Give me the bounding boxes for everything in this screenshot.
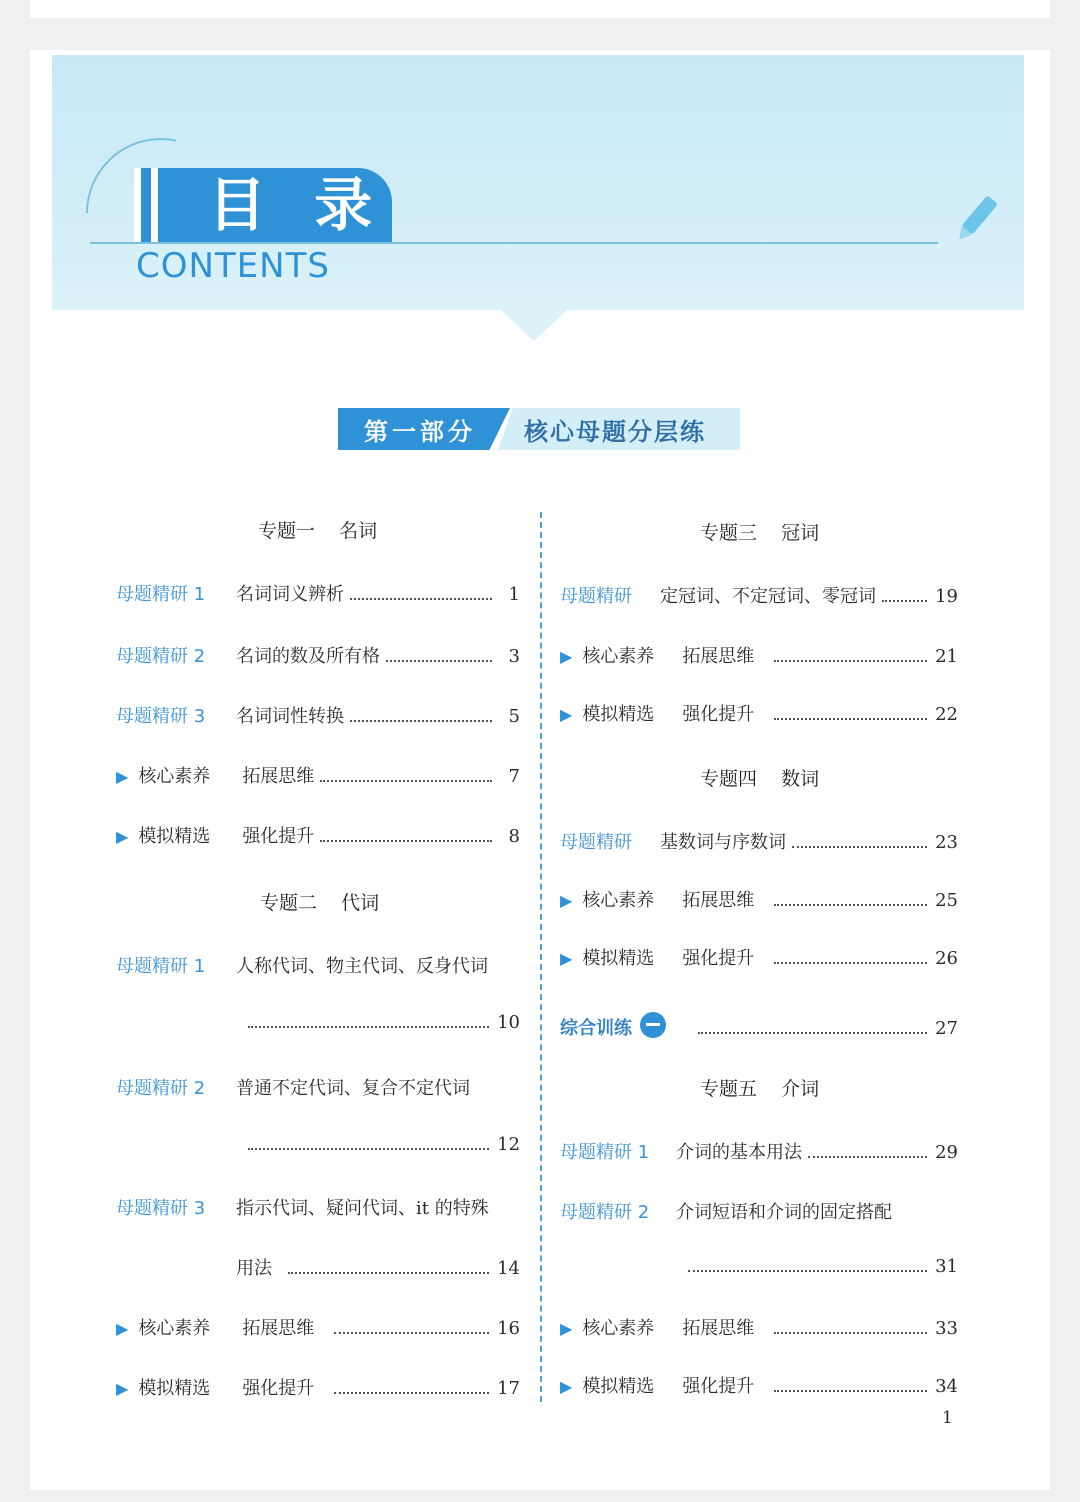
entry-page: 19 [935,586,958,607]
entry-label: 拓展思维 [682,1318,755,1339]
triangle-bullet-icon: ▶ [116,1379,129,1398]
entry-label: 基数词与序数词 [660,832,786,853]
entry-label: 用法 [236,1258,272,1279]
pencil-icon [950,192,1002,250]
leader-dots [386,660,492,662]
previous-page-edge [30,0,1050,18]
toc-entry[interactable] [560,944,958,970]
entry-page: 26 [935,948,958,969]
entry-label: 名词词性转换 [236,706,344,727]
entry-page: 27 [935,1018,958,1039]
entry-label: 普通不定代词、复合不定代词 [236,1078,470,1099]
topic-heading: 专题一 名词 [258,520,378,542]
entry-tag: 母题精研 2 [116,646,206,667]
entry-label: 拓展思维 [242,1318,315,1339]
toc-entry-continuation[interactable] [240,1134,520,1155]
entry-label: 强化提升 [242,1378,315,1399]
triangle-bullet-icon: ▶ [560,949,573,968]
toc-entry-continuation[interactable] [240,1012,520,1033]
entry-tag: 母题精研 2 [116,1078,206,1099]
leader-dots [248,1026,489,1028]
entry-label: 介词短语和介词的固定搭配 [676,1202,892,1223]
toc-entry[interactable] [560,828,958,854]
toc-entry[interactable] [560,700,958,726]
leader-dots [774,1332,927,1334]
entry-label: 介词的基本用法 [676,1142,802,1163]
entry-tag: 核心素养 [582,1318,655,1339]
leader-dots [688,1270,927,1272]
leader-dots [774,1390,927,1392]
entry-tag: 核心素养 [582,646,655,667]
entry-label: 名词词义辨析 [236,584,344,605]
triangle-bullet-icon: ▶ [116,767,129,786]
topic-heading: 专题三 冠词 [700,522,820,544]
entry-page: 1 [508,584,520,605]
toc-entry[interactable] [560,582,958,608]
toc-entry[interactable] [560,642,958,668]
entry-tag: 核心素养 [138,1318,211,1339]
leader-dots [774,660,927,662]
entry-label: 拓展思维 [682,890,755,911]
entry-tag: 模拟精选 [138,826,211,847]
leader-dots [334,1332,489,1334]
entry-label: 强化提升 [682,948,755,969]
leader-dots [774,904,927,906]
toc-entry[interactable] [560,1314,958,1340]
entry-tag: 母题精研 1 [560,1142,650,1163]
entry-label: 强化提升 [682,1376,755,1397]
toc-entry[interactable] [116,702,520,728]
entry-page: 23 [935,832,958,853]
toc-entry[interactable] [560,1138,958,1164]
triangle-bullet-icon: ▶ [560,1377,573,1396]
entry-page: 12 [497,1134,520,1155]
circled-one-icon [640,1012,666,1038]
triangle-bullet-icon: ▶ [560,1319,573,1338]
entry-page: 3 [508,646,520,667]
entry-page: 16 [497,1318,520,1339]
toc-entry[interactable] [116,952,520,978]
toc-entry[interactable] [116,1314,520,1340]
triangle-bullet-icon: ▶ [560,647,573,666]
leader-dots [350,598,492,600]
leader-dots [792,846,927,848]
toc-entry[interactable] [116,580,520,606]
header-rule [90,242,938,244]
page-subtitle: CONTENTS [136,246,330,286]
entry-tag: 核心素养 [582,890,655,911]
entry-label: 强化提升 [242,826,315,847]
topic-heading: 专题二 代词 [260,892,380,914]
toc-entry[interactable] [116,642,520,668]
entry-tag: 核心素养 [138,766,211,787]
entry-page: 22 [935,704,958,725]
entry-tag: 母题精研 [560,586,632,607]
leader-dots [808,1156,927,1158]
entry-page: 31 [935,1256,958,1277]
entry-label: 拓展思维 [242,766,315,787]
leader-dots [320,780,492,782]
topic-heading: 专题五 介词 [700,1078,820,1100]
entry-page: 5 [508,706,520,727]
entry-tag: 母题精研 3 [116,1198,206,1219]
leader-dots [882,600,927,602]
entry-page: 29 [935,1142,958,1163]
title-bar-accent [134,168,158,242]
leader-dots [350,720,492,722]
leader-dots [774,962,927,964]
entry-page: 14 [497,1258,520,1279]
entry-label: 人称代词、物主代词、反身代词 [236,956,488,977]
triangle-bullet-icon: ▶ [116,827,129,846]
entry-page: 8 [508,826,520,847]
page-title: 目 录 [208,171,387,239]
toc-entry-training[interactable] [560,1008,958,1040]
leader-dots [774,718,927,720]
part-title: 核心母题分层练 [524,417,706,446]
toc-entry[interactable] [560,886,958,912]
toc-page [30,50,1050,1490]
entry-tag: 模拟精选 [138,1378,211,1399]
entry-page: 33 [935,1318,958,1339]
toc-entry[interactable] [560,1372,958,1398]
toc-entry-continuation[interactable] [236,1254,520,1280]
triangle-bullet-icon: ▶ [560,891,573,910]
entry-tag: 母题精研 3 [116,706,206,727]
entry-page: 25 [935,890,958,911]
triangle-bullet-icon: ▶ [116,1319,129,1338]
entry-label: 定冠词、不定冠词、零冠词 [660,586,876,607]
entry-tag: 模拟精选 [582,1376,655,1397]
triangle-bullet-icon: ▶ [560,705,573,724]
part-number: 第一部分 [364,417,476,446]
entry-page: 21 [935,646,958,667]
toc-entry[interactable] [116,1194,520,1220]
entry-label: 强化提升 [682,704,755,725]
entry-page: 34 [935,1376,958,1397]
entry-page: 10 [497,1012,520,1033]
toc-entry[interactable] [116,1374,520,1400]
toc-entry[interactable] [116,762,520,788]
entry-tag: 模拟精选 [582,948,655,969]
entry-label: 指示代词、疑问代词、it 的特殊 [236,1198,489,1219]
column-divider [540,512,542,1402]
leader-dots [248,1148,489,1150]
entry-tag: 母题精研 2 [560,1202,650,1223]
entry-label: 名词的数及所有格 [236,646,380,667]
entry-label: 拓展思维 [682,646,755,667]
toc-entry-continuation[interactable] [684,1256,958,1277]
topic-heading: 专题四 数词 [700,768,820,790]
toc-entry[interactable] [116,1074,520,1100]
entry-tag: 母题精研 1 [116,956,206,977]
entry-tag: 综合训练 [560,1018,632,1039]
entry-page: 7 [508,766,520,787]
leader-dots [288,1272,489,1274]
entry-page: 17 [497,1378,520,1399]
page-number: 1 [942,1408,953,1428]
leader-dots [320,840,492,842]
leader-dots [334,1392,489,1394]
header-notch [500,309,568,341]
entry-tag: 母题精研 [560,832,632,853]
part-banner [338,408,740,450]
leader-dots [698,1032,927,1034]
entry-tag: 母题精研 1 [116,584,206,605]
toc-entry[interactable] [560,1198,958,1224]
entry-tag: 模拟精选 [582,704,655,725]
toc-entry[interactable] [116,822,520,848]
